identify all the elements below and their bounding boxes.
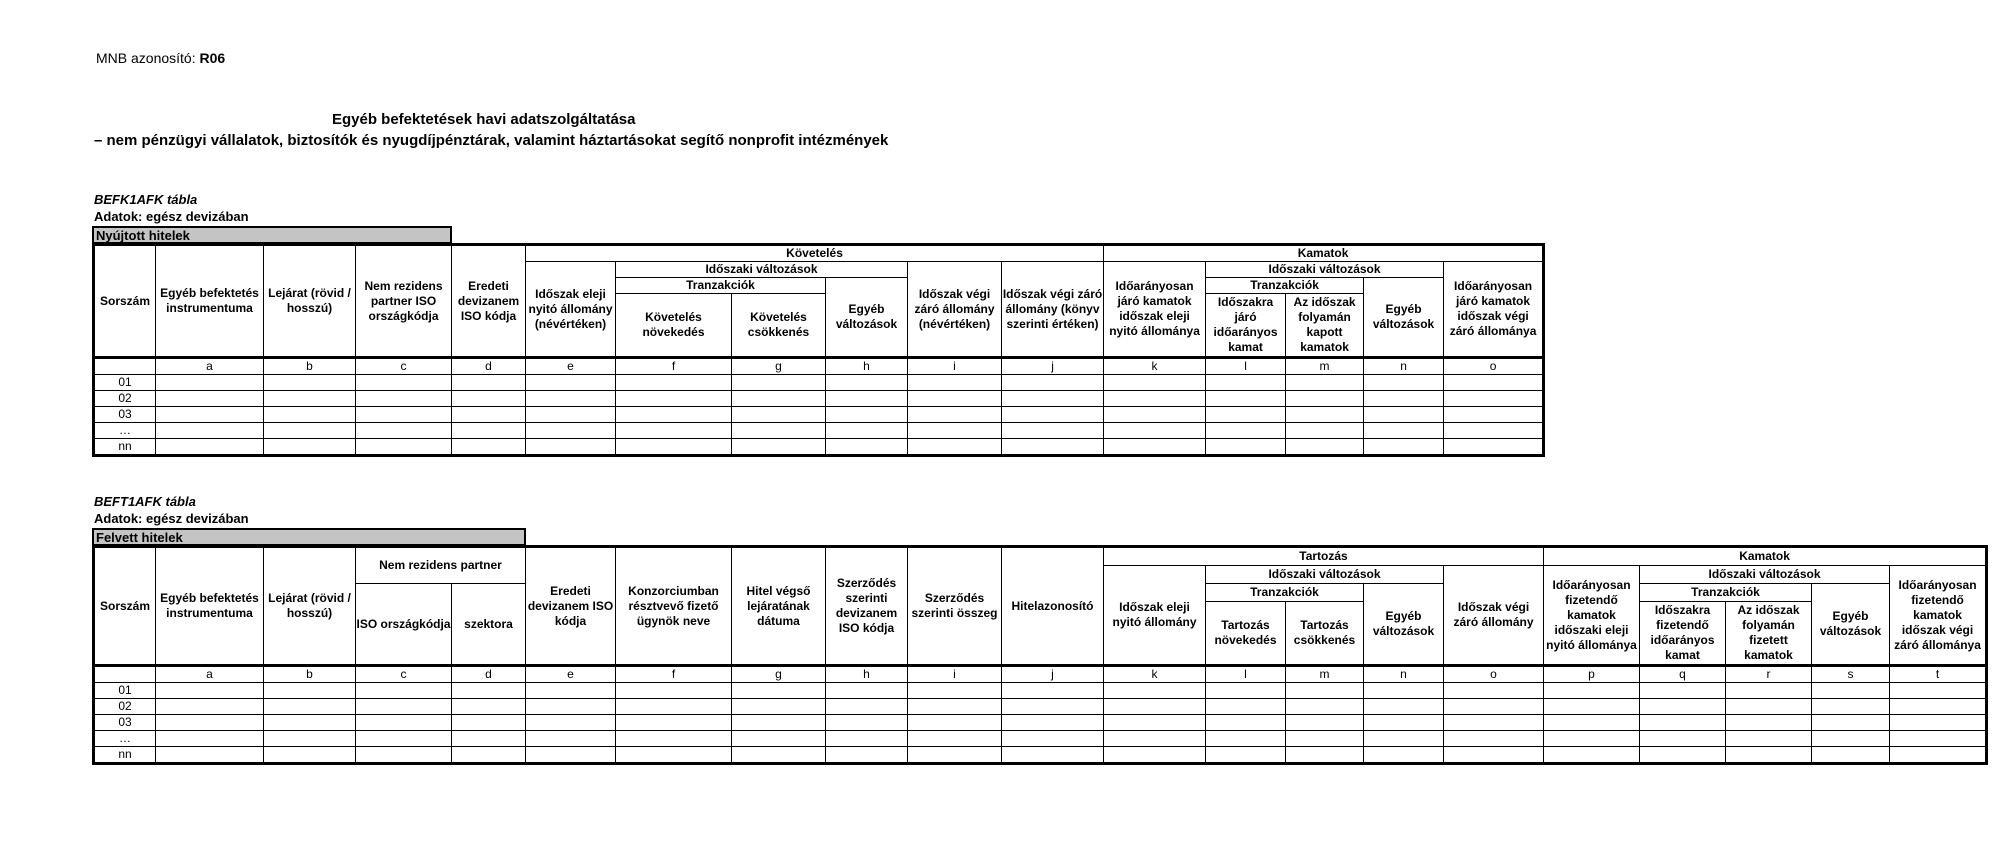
- t1-letter: c: [356, 358, 452, 375]
- t1-data-row: [94, 439, 1544, 456]
- t2-data-row: [94, 731, 1987, 747]
- t1-letter: o: [1444, 358, 1544, 375]
- t1-data-cell[interactable]: [1286, 391, 1364, 407]
- t1-data-cell[interactable]: [908, 439, 1002, 456]
- t2-data-cell[interactable]: [1890, 747, 1987, 764]
- t1-col-n: Egyéb változások: [1364, 278, 1444, 358]
- t2-data-cell[interactable]: [1890, 715, 1987, 731]
- t2-data-cell[interactable]: [1640, 715, 1726, 731]
- t1-data-cell[interactable]: [452, 407, 526, 423]
- t1-data-cell[interactable]: [1206, 407, 1286, 423]
- t2-data-cell[interactable]: [732, 731, 826, 747]
- t1-col-g: Követelés csökkenés: [732, 294, 826, 358]
- t1-col-o: Időarányosan járó kamatok időszak végi záró állománya: [1444, 262, 1544, 358]
- t1-data-cell[interactable]: [616, 407, 732, 423]
- t1-letter: f: [616, 358, 732, 375]
- t2-data-cell[interactable]: [616, 731, 732, 747]
- t1-letter: b: [264, 358, 356, 375]
- t2-group-kamatok: Kamatok: [1544, 547, 1987, 566]
- t2-data-cell[interactable]: [1726, 715, 1812, 731]
- t2-data-cell[interactable]: [526, 715, 616, 731]
- t1-letter: n: [1364, 358, 1444, 375]
- t2-letter: g: [732, 666, 826, 683]
- t1-data-cell[interactable]: [452, 439, 526, 456]
- t1-data-cell[interactable]: [1444, 375, 1544, 391]
- report-subtitle: – nem pénzügyi vállalatok, biztosítók és nyugdíjpénztárak, valamint háztartásokat segítő nonprofit intézmények: [94, 132, 889, 149]
- t2-data-cell[interactable]: [732, 683, 826, 699]
- t2-data-cell[interactable]: [356, 731, 452, 747]
- t2-row-number: 01: [94, 683, 156, 699]
- t2-data-row: [94, 715, 1987, 731]
- t2-letter: b: [264, 666, 356, 683]
- t1-data-cell[interactable]: [1104, 375, 1206, 391]
- t1-data-cell[interactable]: [356, 423, 452, 439]
- t1-row-number: nn: [94, 439, 156, 456]
- t1-data-cell[interactable]: [1364, 375, 1444, 391]
- t1-data-cell[interactable]: [356, 439, 452, 456]
- t1-letter-row: [94, 358, 1544, 375]
- t2-letter: n: [1364, 666, 1444, 683]
- t2-data-cell[interactable]: [1206, 683, 1286, 699]
- t2-data-cell[interactable]: [1364, 699, 1444, 715]
- t2-data-cell[interactable]: [1890, 683, 1987, 699]
- t2-data-cell[interactable]: [1812, 683, 1890, 699]
- t1-data-cell[interactable]: [1444, 423, 1544, 439]
- t2-data-cell[interactable]: [452, 699, 526, 715]
- t2-data-cell[interactable]: [826, 731, 908, 747]
- t2-col-f: Konzorciumban résztvevő fizető ügynök neve: [616, 547, 732, 666]
- t2-data-cell[interactable]: [1640, 699, 1726, 715]
- t2-data-cell[interactable]: [1812, 747, 1890, 764]
- t1-data-cell[interactable]: [264, 439, 356, 456]
- t1-data-cell[interactable]: [264, 423, 356, 439]
- t2-data-cell[interactable]: [264, 747, 356, 764]
- t2-data-cell[interactable]: [826, 699, 908, 715]
- t2-data-cell[interactable]: [264, 699, 356, 715]
- t2-data-cell[interactable]: [826, 715, 908, 731]
- t1-row-number: …: [94, 423, 156, 439]
- t2-data-cell[interactable]: [1544, 715, 1640, 731]
- t2-data-cell[interactable]: [156, 731, 264, 747]
- t2-data-cell[interactable]: [908, 731, 1002, 747]
- t1-data-cell[interactable]: [616, 439, 732, 456]
- table2-currency-note: Adatok: egész devizában: [94, 511, 249, 526]
- t1-group-idoszaki: Időszaki változások: [616, 262, 908, 278]
- t1-letter: k: [1104, 358, 1206, 375]
- t1-data-cell[interactable]: [1002, 391, 1104, 407]
- t2-row-number: 03: [94, 715, 156, 731]
- t2-data-cell[interactable]: [908, 683, 1002, 699]
- t2-data-cell[interactable]: [1640, 747, 1726, 764]
- t1-letter: j: [1002, 358, 1104, 375]
- t2-data-cell[interactable]: [1206, 747, 1286, 764]
- t1-group-idoszaki-kamat: Időszaki változások: [1206, 262, 1444, 278]
- t2-data-cell[interactable]: [452, 683, 526, 699]
- t1-letter: l: [1206, 358, 1286, 375]
- t2-letter: o: [1444, 666, 1544, 683]
- t2-data-cell[interactable]: [1812, 715, 1890, 731]
- t2-data-cell[interactable]: [1726, 747, 1812, 764]
- t2-data-cell[interactable]: [1544, 747, 1640, 764]
- t2-data-cell[interactable]: [264, 715, 356, 731]
- table1-section-label: Nyújtott hitelek: [92, 226, 452, 244]
- t2-data-cell[interactable]: [826, 747, 908, 764]
- t1-data-cell[interactable]: [732, 407, 826, 423]
- t2-data-cell[interactable]: [1286, 731, 1364, 747]
- t1-data-cell[interactable]: [1104, 439, 1206, 456]
- t2-data-cell[interactable]: [1726, 683, 1812, 699]
- t2-data-cell[interactable]: [1002, 731, 1104, 747]
- t2-col-t: Időarányosan fizetendő kamatok időszak végi záró állománya: [1890, 566, 1987, 666]
- t1-data-cell[interactable]: [908, 407, 1002, 423]
- t2-letter: i: [908, 666, 1002, 683]
- t2-letter: s: [1812, 666, 1890, 683]
- t1-data-cell[interactable]: [1104, 407, 1206, 423]
- t2-data-cell[interactable]: [1444, 731, 1544, 747]
- t2-col-e: Eredeti devizanem ISO kódja: [526, 547, 616, 666]
- t1-col-b: Lejárat (rövid / hosszú): [264, 245, 356, 358]
- t1-data-cell[interactable]: [526, 407, 616, 423]
- t2-letter: m: [1286, 666, 1364, 683]
- t1-group-kovetelés: Követelés: [526, 245, 1104, 262]
- t2-data-cell[interactable]: [1812, 731, 1890, 747]
- t2-data-cell[interactable]: [616, 715, 732, 731]
- t1-data-cell[interactable]: [826, 391, 908, 407]
- t2-letter: t: [1890, 666, 1987, 683]
- t2-data-cell[interactable]: [616, 683, 732, 699]
- t1-letter: i: [908, 358, 1002, 375]
- t1-data-cell[interactable]: [1286, 407, 1364, 423]
- t1-data-cell[interactable]: [156, 439, 264, 456]
- t2-letter: a: [156, 666, 264, 683]
- t2-data-cell[interactable]: [1364, 747, 1444, 764]
- mnb-label: MNB azonosító:: [96, 50, 200, 66]
- t1-data-cell[interactable]: [1286, 439, 1364, 456]
- t1-data-cell[interactable]: [826, 439, 908, 456]
- t1-col-a: Egyéb befektetés instrumentuma: [156, 245, 264, 358]
- t2-data-cell[interactable]: [264, 683, 356, 699]
- t1-data-cell[interactable]: [156, 407, 264, 423]
- t2-data-cell[interactable]: [452, 747, 526, 764]
- t1-row-number: 03: [94, 407, 156, 423]
- t1-col-c: Nem rezidens partner ISO országkódja: [356, 245, 452, 358]
- t2-col-b: Lejárat (rövid / hosszú): [264, 547, 356, 666]
- t2-row-number: …: [94, 731, 156, 747]
- t1-col-i: Időszak végi záró állomány (névértéken): [908, 262, 1002, 358]
- t2-data-cell[interactable]: [1812, 699, 1890, 715]
- t1-letter: h: [826, 358, 908, 375]
- t1-data-cell[interactable]: [732, 423, 826, 439]
- t1-data-cell[interactable]: [1364, 439, 1444, 456]
- t1-data-cell[interactable]: [732, 391, 826, 407]
- t2-data-cell[interactable]: [908, 747, 1002, 764]
- t1-data-cell[interactable]: [526, 391, 616, 407]
- table2-grid: [92, 545, 1988, 765]
- table2-name: BEFT1AFK tábla: [94, 494, 196, 509]
- t1-data-cell[interactable]: [1206, 391, 1286, 407]
- t1-data-cell[interactable]: [732, 439, 826, 456]
- t1-data-cell[interactable]: [264, 375, 356, 391]
- t2-data-cell[interactable]: [1104, 699, 1206, 715]
- t2-col-i: Szerződés szerinti összeg: [908, 547, 1002, 666]
- t2-col-a: Egyéb befektetés instrumentuma: [156, 547, 264, 666]
- t2-data-cell[interactable]: [1364, 731, 1444, 747]
- t1-data-cell[interactable]: [1206, 423, 1286, 439]
- t2-data-cell[interactable]: [1640, 731, 1726, 747]
- t1-data-cell[interactable]: [526, 375, 616, 391]
- t1-col-k: Időarányosan járó kamatok időszak eleji nyitó állománya: [1104, 262, 1206, 358]
- t2-col-d: szektora: [452, 584, 526, 666]
- t2-data-row: [94, 683, 1987, 699]
- t2-col-j: Hitelazonosító: [1002, 547, 1104, 666]
- t2-col-p: Időarányosan fizetendő kamatok időszaki eleji nyitó állománya: [1544, 566, 1640, 666]
- t2-data-cell[interactable]: [908, 715, 1002, 731]
- t2-data-cell[interactable]: [1002, 683, 1104, 699]
- t2-letter: p: [1544, 666, 1640, 683]
- t2-data-cell[interactable]: [526, 683, 616, 699]
- mnb-code: R06: [199, 50, 226, 66]
- t2-col-c: ISO országkódja: [356, 584, 452, 666]
- t2-data-cell[interactable]: [356, 683, 452, 699]
- t1-data-cell[interactable]: [452, 391, 526, 407]
- t1-data-cell[interactable]: [1364, 407, 1444, 423]
- t2-data-cell[interactable]: [1104, 715, 1206, 731]
- t1-data-cell[interactable]: [826, 375, 908, 391]
- t2-col-k: Időszak eleji nyitó állomány: [1104, 566, 1206, 666]
- t2-data-cell[interactable]: [356, 699, 452, 715]
- t1-data-cell[interactable]: [356, 391, 452, 407]
- t1-col-d: Eredeti devizanem ISO kódja: [452, 245, 526, 358]
- t2-letter: e: [526, 666, 616, 683]
- t1-col-j: Időszak végi záró állomány (könyv szerinti értéken): [1002, 262, 1104, 358]
- t2-data-cell[interactable]: [1206, 699, 1286, 715]
- t2-col-r: Az időszak folyamán fizetett kamatok: [1726, 602, 1812, 666]
- t2-col-l: Tartozás növekedés: [1206, 602, 1286, 666]
- t2-data-cell[interactable]: [1444, 747, 1544, 764]
- t1-col-sorszam: Sorszám: [94, 245, 156, 358]
- table1-grid: [92, 243, 1545, 457]
- t1-data-cell[interactable]: [1104, 391, 1206, 407]
- t2-data-cell[interactable]: [1890, 699, 1987, 715]
- t1-data-row: [94, 407, 1544, 423]
- t2-data-cell[interactable]: [1444, 715, 1544, 731]
- t2-data-cell[interactable]: [1286, 699, 1364, 715]
- t1-data-cell[interactable]: [264, 391, 356, 407]
- t2-col-m: Tartozás csökkenés: [1286, 602, 1364, 666]
- t1-data-row: [94, 423, 1544, 439]
- t2-data-cell[interactable]: [1286, 715, 1364, 731]
- t1-data-cell[interactable]: [908, 423, 1002, 439]
- table2-section-label: Felvett hitelek: [92, 528, 526, 546]
- t2-letter: r: [1726, 666, 1812, 683]
- t1-letter: g: [732, 358, 826, 375]
- t1-row-number: 02: [94, 391, 156, 407]
- t2-data-cell[interactable]: [1444, 699, 1544, 715]
- t1-data-cell[interactable]: [616, 375, 732, 391]
- t2-data-cell[interactable]: [1104, 747, 1206, 764]
- t1-data-cell[interactable]: [1286, 423, 1364, 439]
- t2-data-cell[interactable]: [1890, 731, 1987, 747]
- t2-data-cell[interactable]: [826, 683, 908, 699]
- t1-data-cell[interactable]: [452, 375, 526, 391]
- t1-letter: a: [156, 358, 264, 375]
- t2-data-cell[interactable]: [156, 747, 264, 764]
- t2-col-g: Hitel végső lejáratának dátuma: [732, 547, 826, 666]
- t2-letter: l: [1206, 666, 1286, 683]
- t2-group-tartozas: Tartozás: [1104, 547, 1544, 566]
- t2-row-number: nn: [94, 747, 156, 764]
- t2-data-cell[interactable]: [1640, 683, 1726, 699]
- t2-data-cell[interactable]: [1286, 747, 1364, 764]
- t2-group-tranzakciok: Tranzakciók: [1206, 584, 1364, 602]
- t2-data-cell[interactable]: [1444, 683, 1544, 699]
- t2-data-cell[interactable]: [156, 683, 264, 699]
- t2-data-cell[interactable]: [1544, 731, 1640, 747]
- t2-data-cell[interactable]: [1286, 683, 1364, 699]
- t2-data-cell[interactable]: [356, 747, 452, 764]
- t1-group-tranzakciok-kamat: Tranzakciók: [1206, 278, 1364, 294]
- t2-data-cell[interactable]: [732, 747, 826, 764]
- t1-data-cell[interactable]: [1364, 391, 1444, 407]
- t1-data-cell[interactable]: [1444, 407, 1544, 423]
- t1-data-cell[interactable]: [616, 423, 732, 439]
- t1-row-number: 01: [94, 375, 156, 391]
- t2-group-nem-rezidens: Nem rezidens partner: [356, 547, 526, 584]
- t1-group-tranzakciok: Tranzakciók: [616, 278, 826, 294]
- t1-data-cell[interactable]: [826, 407, 908, 423]
- mnb-identifier: [96, 50, 225, 66]
- t2-letter: d: [452, 666, 526, 683]
- t2-data-row: [94, 699, 1987, 715]
- t2-data-cell[interactable]: [1544, 683, 1640, 699]
- t1-data-row: [94, 391, 1544, 407]
- t2-data-cell[interactable]: [616, 699, 732, 715]
- t2-data-cell[interactable]: [526, 699, 616, 715]
- t1-data-cell[interactable]: [1206, 439, 1286, 456]
- t2-col-h: Szerződés szerinti devizanem ISO kódja: [826, 547, 908, 666]
- t2-data-row: [94, 747, 1987, 764]
- t1-col-l: Időszakra járó időarányos kamat: [1206, 294, 1286, 358]
- report-title: Egyéb befektetések havi adatszolgáltatása: [332, 111, 636, 128]
- t2-data-cell[interactable]: [264, 731, 356, 747]
- t2-letter: j: [1002, 666, 1104, 683]
- table1-name: BEFK1AFK tábla: [94, 192, 198, 207]
- t2-data-cell[interactable]: [526, 731, 616, 747]
- t2-data-cell[interactable]: [1726, 731, 1812, 747]
- t2-data-cell[interactable]: [452, 731, 526, 747]
- t1-data-cell[interactable]: [1286, 375, 1364, 391]
- t2-data-cell[interactable]: [452, 715, 526, 731]
- t1-data-cell[interactable]: [356, 407, 452, 423]
- t2-data-cell[interactable]: [732, 699, 826, 715]
- t2-letter: f: [616, 666, 732, 683]
- t1-col-m: Az időszak folyamán kapott kamatok: [1286, 294, 1364, 358]
- table1-currency-note: Adatok: egész devizában: [94, 209, 249, 224]
- t2-data-cell[interactable]: [156, 715, 264, 731]
- t2-data-cell[interactable]: [1206, 731, 1286, 747]
- t2-data-cell[interactable]: [1206, 715, 1286, 731]
- t1-data-cell[interactable]: [156, 391, 264, 407]
- t1-data-cell[interactable]: [1206, 375, 1286, 391]
- t2-data-cell[interactable]: [1104, 731, 1206, 747]
- t1-data-cell[interactable]: [908, 375, 1002, 391]
- t2-data-cell[interactable]: [1104, 683, 1206, 699]
- t1-data-cell[interactable]: [1444, 391, 1544, 407]
- t2-data-cell[interactable]: [1364, 683, 1444, 699]
- t2-data-cell[interactable]: [1002, 715, 1104, 731]
- t2-row-number: 02: [94, 699, 156, 715]
- t2-col-o: Időszak végi záró állomány: [1444, 566, 1544, 666]
- t1-data-cell[interactable]: [826, 423, 908, 439]
- t1-data-cell[interactable]: [452, 423, 526, 439]
- t2-data-cell[interactable]: [1726, 699, 1812, 715]
- t1-letter: m: [1286, 358, 1364, 375]
- t2-col-sorszam: Sorszám: [94, 547, 156, 666]
- t2-data-cell[interactable]: [156, 699, 264, 715]
- t2-data-cell[interactable]: [732, 715, 826, 731]
- t2-letter-row: [94, 666, 1987, 683]
- t2-letter: c: [356, 666, 452, 683]
- t1-data-cell[interactable]: [1104, 423, 1206, 439]
- t1-col-f: Követelés növekedés: [616, 294, 732, 358]
- t1-data-cell[interactable]: [1364, 423, 1444, 439]
- t2-data-cell[interactable]: [526, 747, 616, 764]
- t1-data-cell[interactable]: [616, 391, 732, 407]
- t1-data-cell[interactable]: [732, 375, 826, 391]
- t1-data-cell[interactable]: [526, 423, 616, 439]
- t2-group-idoszaki: Időszaki változások: [1206, 566, 1444, 584]
- t1-data-cell[interactable]: [908, 391, 1002, 407]
- t1-data-cell[interactable]: [1002, 375, 1104, 391]
- t1-data-row: [94, 375, 1544, 391]
- t2-group-idoszaki-kamat: Időszaki változások: [1640, 566, 1890, 584]
- t1-col-e: Időszak eleji nyitó állomány (névértéken): [526, 262, 616, 358]
- t1-data-cell[interactable]: [526, 439, 616, 456]
- t1-data-cell[interactable]: [1002, 407, 1104, 423]
- t2-letter: q: [1640, 666, 1726, 683]
- t1-group-kamatok: Kamatok: [1104, 245, 1544, 262]
- t1-letter: d: [452, 358, 526, 375]
- t1-data-cell[interactable]: [156, 423, 264, 439]
- t2-data-cell[interactable]: [1002, 747, 1104, 764]
- t2-col-n: Egyéb változások: [1364, 584, 1444, 666]
- t2-col-s: Egyéb változások: [1812, 584, 1890, 666]
- t2-data-cell[interactable]: [1544, 699, 1640, 715]
- t1-data-cell[interactable]: [356, 375, 452, 391]
- t2-letter: h: [826, 666, 908, 683]
- t2-letter: k: [1104, 666, 1206, 683]
- t2-data-cell[interactable]: [908, 699, 1002, 715]
- t2-data-cell[interactable]: [1364, 715, 1444, 731]
- t2-data-cell[interactable]: [356, 715, 452, 731]
- t1-data-cell[interactable]: [1002, 439, 1104, 456]
- t1-data-cell[interactable]: [156, 375, 264, 391]
- t2-group-tranzakciok-kamat: Tranzakciók: [1640, 584, 1812, 602]
- t1-data-cell[interactable]: [264, 407, 356, 423]
- t2-col-q: Időszakra fizetendő időarányos kamat: [1640, 602, 1726, 666]
- t1-data-cell[interactable]: [1002, 423, 1104, 439]
- t2-data-cell[interactable]: [616, 747, 732, 764]
- t1-col-h: Egyéb változások: [826, 278, 908, 358]
- t1-letter: e: [526, 358, 616, 375]
- t1-data-cell[interactable]: [1444, 439, 1544, 456]
- t2-data-cell[interactable]: [1002, 699, 1104, 715]
